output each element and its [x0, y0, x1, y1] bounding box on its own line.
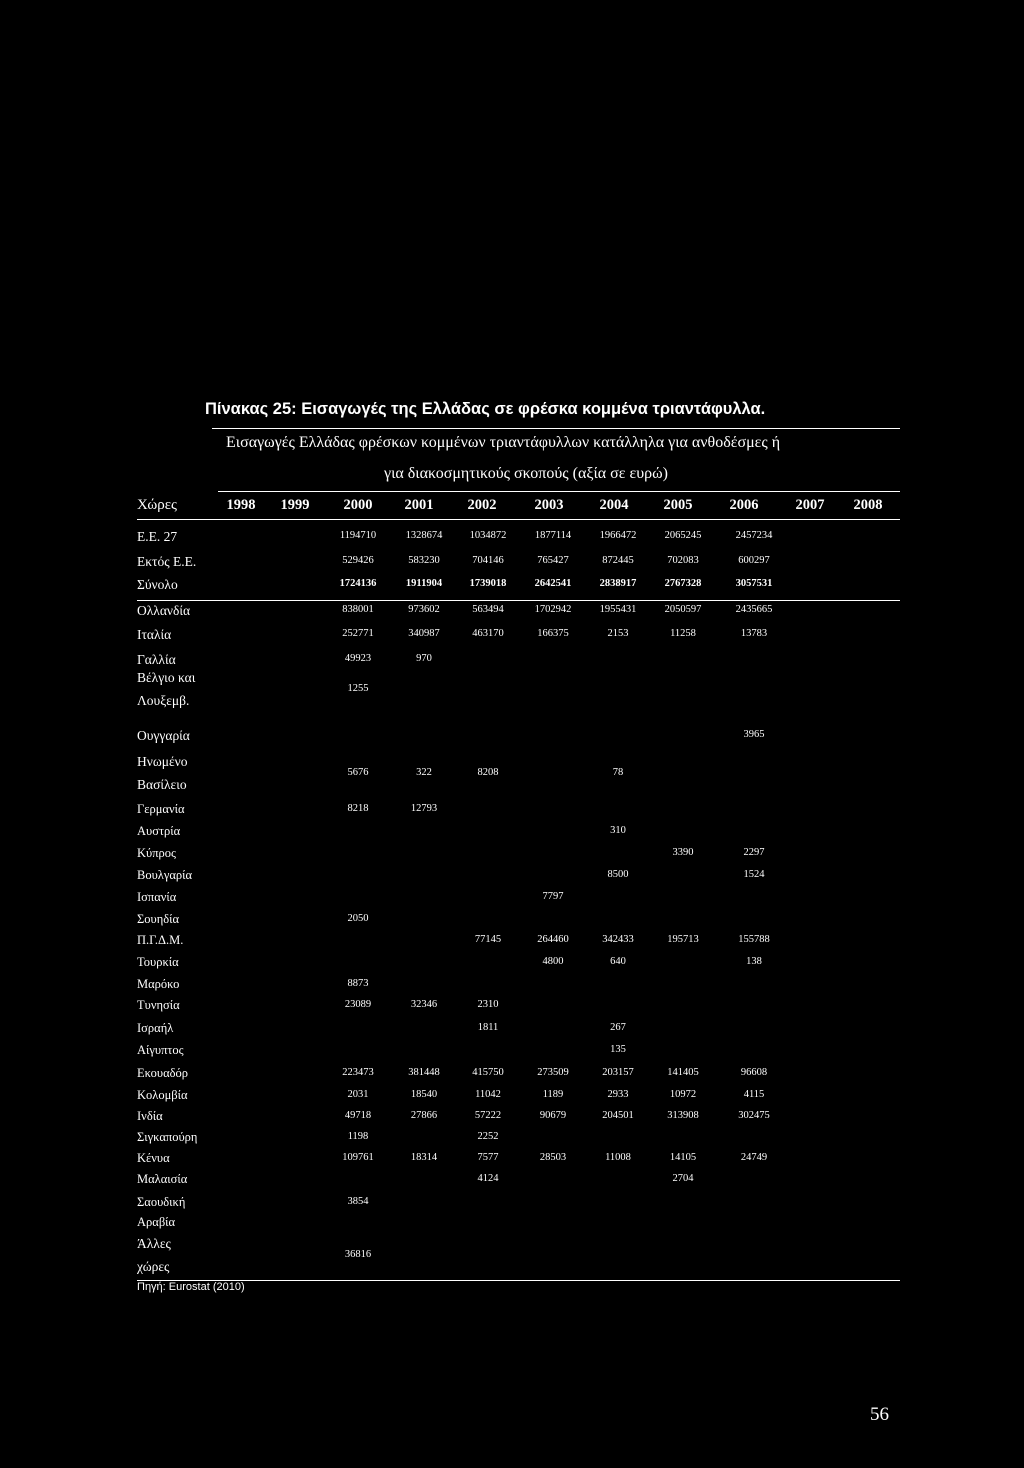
table-cell: 141405: [667, 1067, 699, 1078]
table-cell: 2838917: [599, 578, 637, 589]
table-cell: 90679: [539, 1110, 567, 1121]
table-cell: 1955431: [599, 604, 637, 615]
table-cell: 8208: [477, 767, 499, 778]
table-cell: 1966472: [599, 530, 637, 541]
table-cell: 1255: [347, 683, 369, 694]
table-title-line2: για διακοσμητικούς σκοπούς (αξία σε ευρώ): [384, 465, 668, 482]
year-header: 2007: [795, 497, 825, 513]
table-cell: 1034872: [469, 530, 507, 541]
row-label: Αίγυπτος: [137, 1043, 184, 1057]
table-cell: 322: [416, 767, 432, 778]
table-cell: 7797: [542, 891, 564, 902]
year-header: 1998: [226, 497, 256, 513]
table-cell: 203157: [602, 1067, 634, 1078]
table-cell: 702083: [667, 555, 699, 566]
table-cell: 155788: [738, 934, 770, 945]
table-cell: 2704: [672, 1173, 694, 1184]
table-cell: 5676: [347, 767, 369, 778]
table-cell: 10972: [669, 1089, 697, 1100]
row-label: Αυστρία: [137, 824, 181, 838]
table-cell: 1702942: [534, 604, 572, 615]
totals-rule: [137, 600, 900, 601]
table-cell: 267: [610, 1022, 626, 1033]
table-cell: 1194710: [339, 530, 377, 541]
row-label: Σουηδία: [137, 912, 180, 926]
table-cell: 415750: [472, 1067, 504, 1078]
table-cell: 1189: [542, 1089, 564, 1100]
year-header: 2005: [663, 497, 693, 513]
row-label-continued: Λουξεμβ.: [137, 693, 190, 708]
row-label: Π.Γ.Δ.Μ.: [137, 933, 184, 947]
table-cell: 2457234: [735, 530, 773, 541]
row-label: Ηνωμένο: [137, 754, 188, 769]
table-cell: 18540: [410, 1089, 438, 1100]
table-cell: 342433: [602, 934, 634, 945]
row-label: Βουλγαρία: [137, 868, 193, 882]
row-label: Μαλαισία: [137, 1172, 188, 1186]
year-header: 2002: [467, 497, 497, 513]
table-cell: 252771: [342, 628, 374, 639]
table-cell: 273509: [537, 1067, 569, 1078]
table-cell: 24749: [740, 1152, 768, 1163]
table-cell: 8218: [347, 803, 369, 814]
table-cell: 23089: [344, 999, 372, 1010]
table-cell: 2050: [347, 913, 369, 924]
table-title-line1: Εισαγωγές Ελλάδας φρέσκων κομμένων τριαντάφυλλων κατάλληλα για ανθοδέσμες ή: [226, 434, 781, 451]
row-label: Σύνολο: [137, 577, 178, 592]
table-cell: 4800: [542, 956, 564, 967]
row-label: Ισραήλ: [137, 1021, 174, 1035]
table-cell: 57222: [474, 1110, 502, 1121]
table-cell: 12793: [410, 803, 438, 814]
table-cell: 2297: [743, 847, 765, 858]
table-cell: 529426: [342, 555, 374, 566]
row-label: Κένυα: [137, 1151, 170, 1165]
row-label: Σιγκαπούρη: [137, 1130, 198, 1144]
page-number: 56: [870, 1404, 889, 1425]
row-label: Ινδία: [137, 1109, 163, 1123]
row-label: Βέλγιο και: [137, 670, 196, 685]
table-cell: 109761: [342, 1152, 374, 1163]
row-label-continued: χώρες: [137, 1259, 170, 1274]
table-cell: 8500: [607, 869, 629, 880]
table-cell: 1724136: [339, 578, 377, 589]
table-cell: 1524: [743, 869, 765, 880]
table-cell: 49923: [344, 653, 372, 664]
row-label: Κύπρος: [137, 846, 176, 860]
table-cell: 1811: [477, 1022, 499, 1033]
year-header: 2008: [853, 497, 883, 513]
table-cell: 973602: [408, 604, 440, 615]
table-cell: 11008: [605, 1152, 631, 1163]
row-label: Κολομβία: [137, 1088, 188, 1102]
table-cell: 28503: [539, 1152, 567, 1163]
table-cell: 583230: [408, 555, 440, 566]
table-cell: 640: [610, 956, 626, 967]
table-cell: 2252: [477, 1131, 499, 1142]
table-caption: Πίνακας 25: Εισαγωγές της Ελλάδας σε φρέσκα κομμένα τριαντάφυλλα.: [205, 400, 766, 418]
table-cell: 2050597: [664, 604, 702, 615]
table-cell: 77145: [474, 934, 502, 945]
row-label: Γαλλία: [137, 652, 176, 667]
table-cell: 3057531: [735, 578, 773, 589]
table-cell: 381448: [408, 1067, 440, 1078]
table-cell: 36816: [344, 1249, 372, 1260]
table-cell: 1739018: [469, 578, 507, 589]
table-cell: 310: [610, 825, 626, 836]
row-label: Γερμανία: [137, 802, 185, 816]
row-label: Εκτός Ε.Ε.: [137, 554, 197, 569]
table-cell: 463170: [472, 628, 504, 639]
table-cell: 313908: [667, 1110, 699, 1121]
table-cell: 970: [416, 653, 432, 664]
table-cell: 2642541: [534, 578, 572, 589]
table-cell: 8873: [347, 978, 369, 989]
year-header: 2004: [599, 497, 629, 513]
table-cell: 600297: [738, 555, 770, 566]
table-cell: 11042: [475, 1089, 501, 1100]
source-note: Πηγή: Eurostat (2010): [137, 1281, 245, 1293]
table-cell: 2065245: [664, 530, 702, 541]
table-cell: 4115: [743, 1089, 765, 1100]
table-cell: 765427: [537, 555, 569, 566]
table-cell: 11258: [670, 628, 696, 639]
table-cell: 2767328: [664, 578, 702, 589]
year-header: 2001: [404, 497, 434, 513]
table-cell: 204501: [602, 1110, 634, 1121]
table-cell: 14105: [669, 1152, 697, 1163]
row-label: Αραβία: [137, 1215, 176, 1229]
table-cell: 7577: [477, 1152, 499, 1163]
table-cell: 166375: [537, 628, 569, 639]
table-cell: 195713: [667, 934, 699, 945]
table-cell: 2031: [347, 1089, 369, 1100]
row-label: Μαρόκο: [137, 977, 180, 991]
table-cell: 3854: [347, 1196, 369, 1207]
row-label: Ισπανία: [137, 890, 177, 904]
year-header: 2003: [534, 497, 564, 513]
year-header: 1999: [280, 497, 310, 513]
row-label: Εκουαδόρ: [137, 1066, 189, 1080]
row-label: Ουγγαρία: [137, 728, 190, 743]
table-cell: 704146: [472, 555, 504, 566]
caption-rule: [212, 428, 900, 429]
row-label: Ιταλία: [137, 627, 172, 642]
table-bottom-rule: [137, 1280, 900, 1281]
table-cell: 1328674: [405, 530, 443, 541]
table-cell: 302475: [738, 1110, 770, 1121]
table-cell: 13783: [740, 628, 768, 639]
row-label-continued: Βασίλειο: [137, 777, 187, 792]
table-cell: 2933: [607, 1089, 629, 1100]
row-label: Ολλανδία: [137, 603, 191, 618]
table-cell: 2153: [607, 628, 629, 639]
year-header: 2000: [343, 497, 373, 513]
table-cell: 563494: [472, 604, 504, 615]
table-cell: 838001: [342, 604, 374, 615]
table-cell: 3965: [743, 729, 765, 740]
header-bottom-rule: [137, 519, 900, 520]
table-cell: 49718: [344, 1110, 372, 1121]
table-cell: 1198: [347, 1131, 369, 1142]
table-cell: 18314: [410, 1152, 438, 1163]
year-header: 2006: [729, 497, 759, 513]
table-cell: 27866: [410, 1110, 438, 1121]
table-cell: 138: [746, 956, 762, 967]
table-cell: 1911904: [405, 578, 443, 589]
row-label: Σαουδική: [137, 1195, 186, 1209]
table-cell: 96608: [740, 1067, 768, 1078]
table-cell: 2435665: [735, 604, 773, 615]
table-cell: 264460: [537, 934, 569, 945]
table-cell: 2310: [477, 999, 499, 1010]
table-cell: 32346: [410, 999, 438, 1010]
table-cell: 4124: [477, 1173, 499, 1184]
row-header-countries: Χώρες: [137, 497, 177, 513]
table-cell: 135: [610, 1044, 626, 1055]
table-cell: 223473: [342, 1067, 374, 1078]
table-cell: 78: [612, 767, 624, 778]
row-label: Τυνησία: [137, 998, 180, 1012]
table-cell: 872445: [602, 555, 634, 566]
header-top-rule: [218, 491, 900, 492]
row-label: Ε.Ε. 27: [137, 529, 178, 544]
row-label: Άλλες: [137, 1236, 171, 1251]
row-label: Τουρκία: [137, 955, 179, 969]
table-cell: 3390: [672, 847, 694, 858]
table-cell: 1877114: [534, 530, 572, 541]
table-cell: 340987: [408, 628, 440, 639]
